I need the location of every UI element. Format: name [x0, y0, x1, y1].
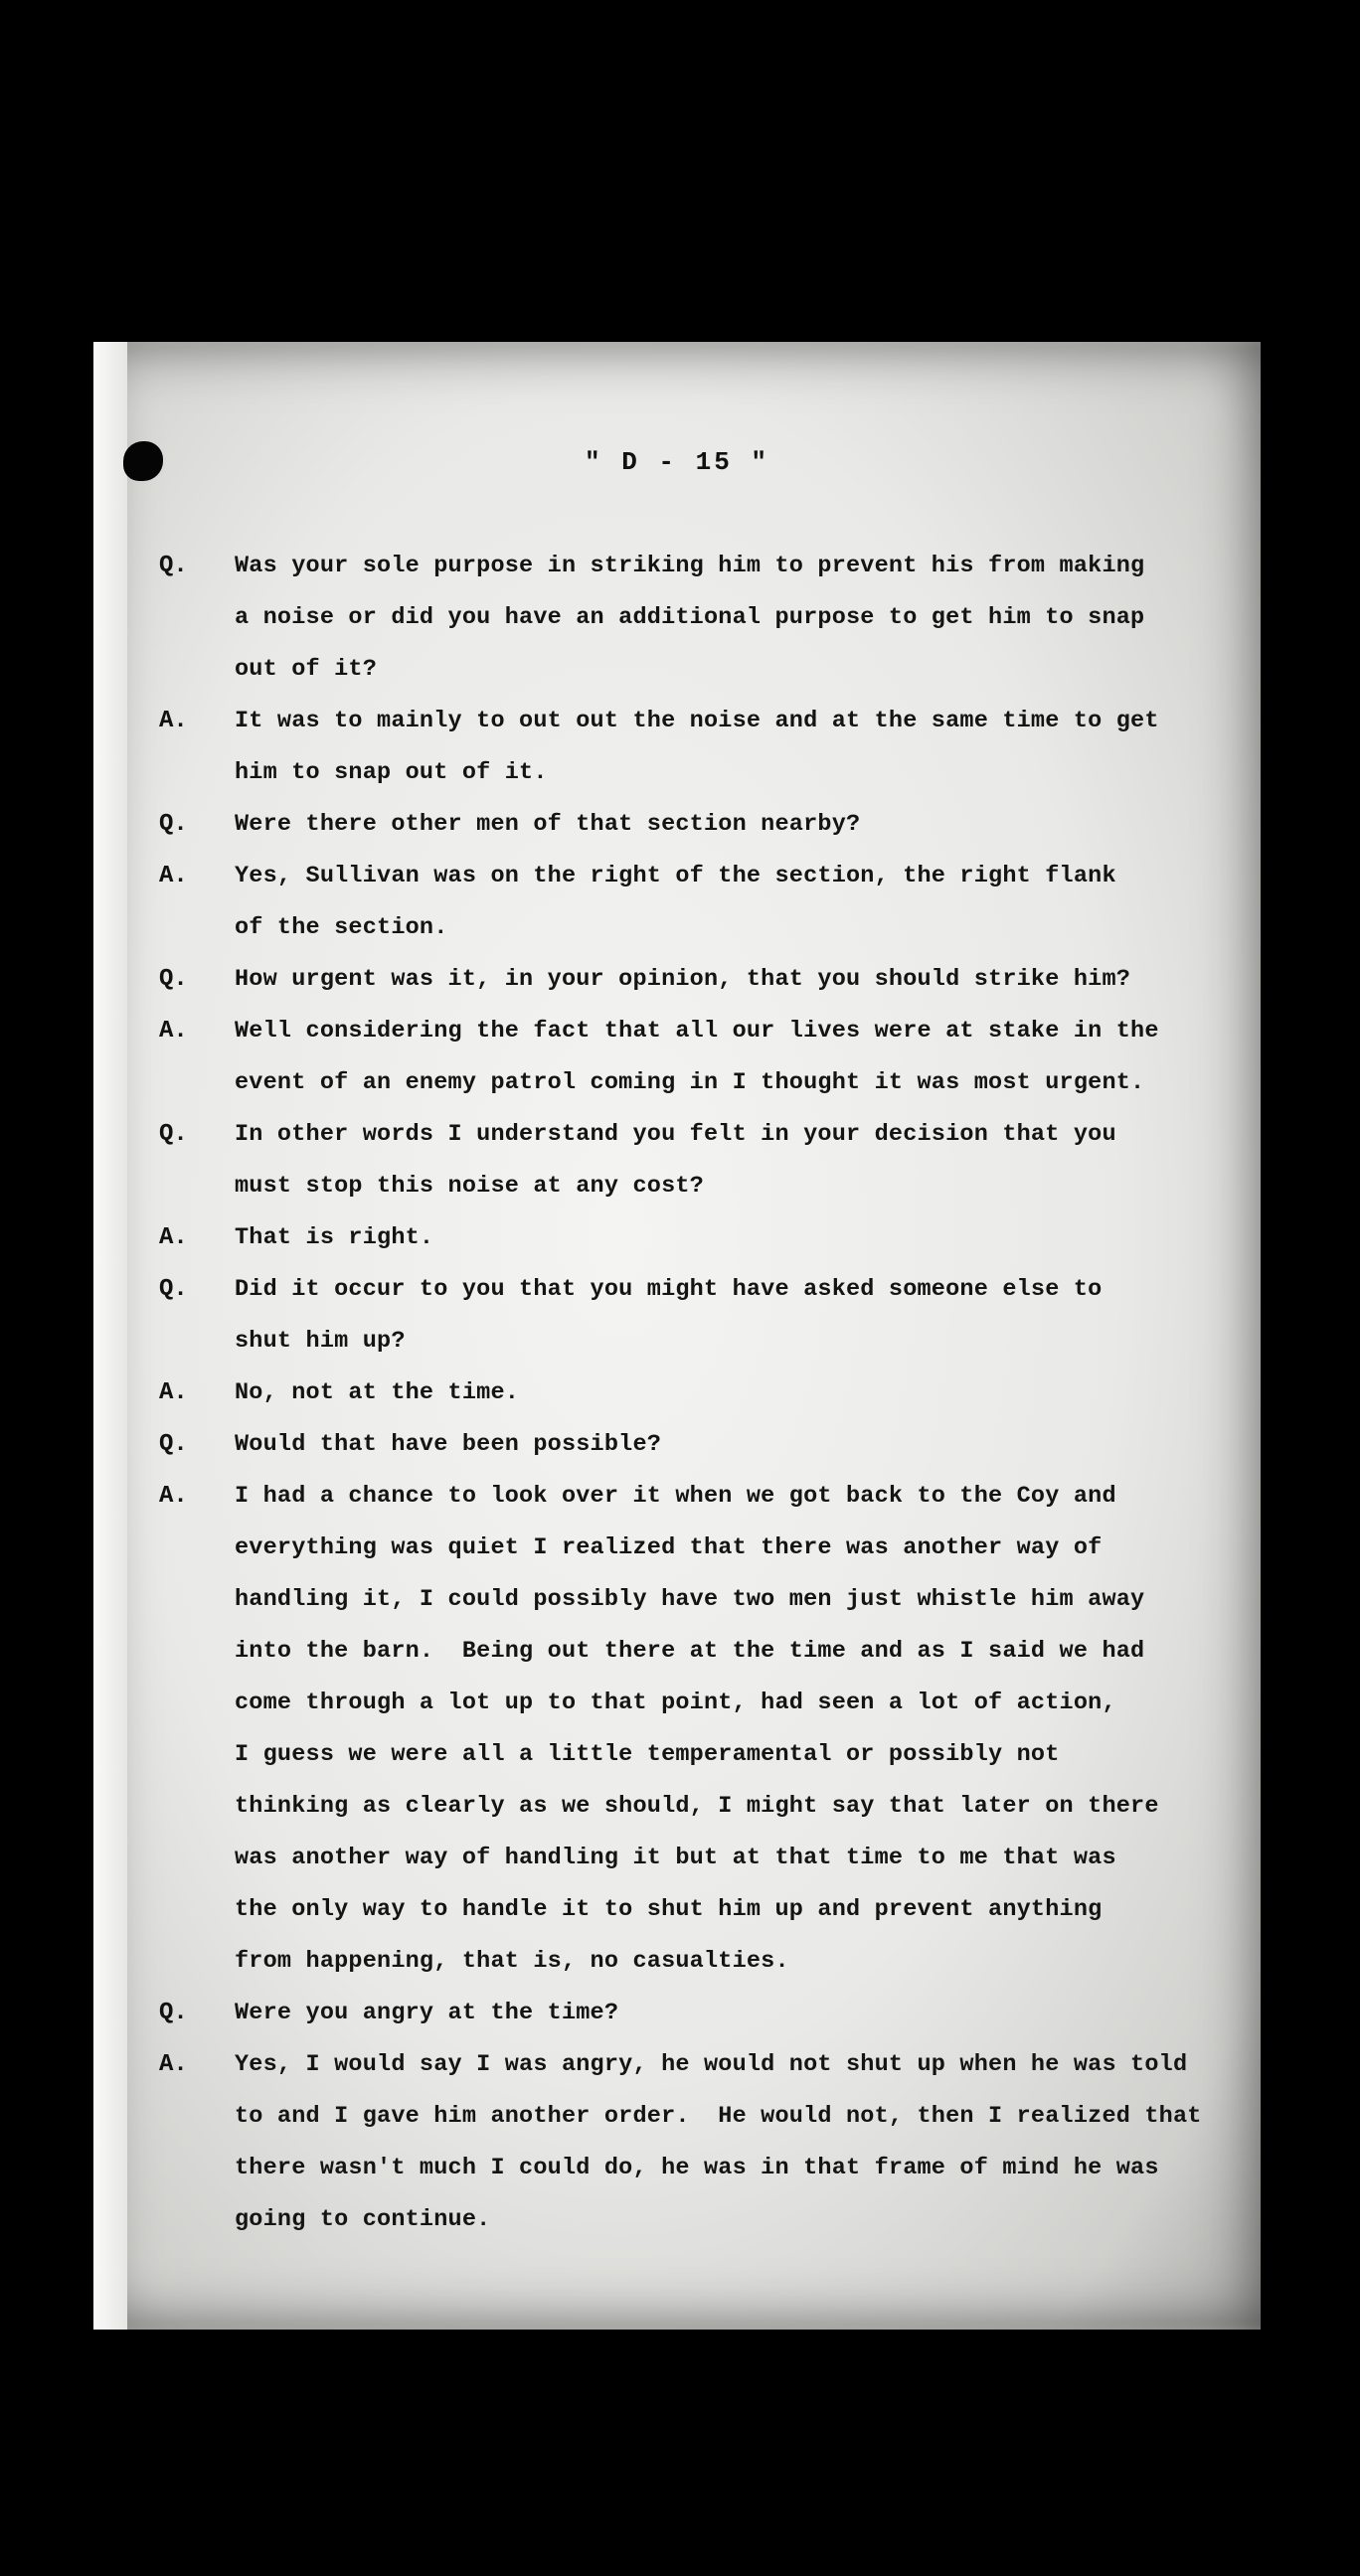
- speaker-label: Q.: [159, 553, 188, 579]
- speaker-label: A.: [159, 2051, 188, 2078]
- testimony-text: [235, 1264, 1253, 1368]
- question-entry: [159, 1109, 1253, 1212]
- text-line: Well considering the fact that all our lives were at stake in the: [235, 1018, 1159, 1045]
- testimony-text: [235, 696, 1253, 799]
- text-line: everything was quiet I realized that there was another way of: [235, 1534, 1103, 1561]
- text-line: How urgent was it, in your opinion, that you should strike him?: [235, 966, 1131, 993]
- testimony-text: [235, 1988, 1253, 2039]
- text-line: thinking as clearly as we should, I might say that later on there: [235, 1793, 1159, 1820]
- answer-entry: [159, 1212, 1253, 1264]
- speaker-label: A.: [159, 1483, 188, 1510]
- answer-entry: [159, 1006, 1253, 1109]
- testimony-text: [235, 1212, 1253, 1264]
- page-left-edge: [93, 342, 127, 2330]
- question-entry: [159, 1264, 1253, 1368]
- speaker-label: Q.: [159, 966, 188, 993]
- speaker-label: A.: [159, 1018, 188, 1045]
- document-page: [93, 342, 1261, 2330]
- text-line: the only way to handle it to shut him up and prevent anything: [235, 1896, 1103, 1923]
- testimony-transcript: [159, 541, 1253, 2246]
- question-entry: [159, 541, 1253, 696]
- text-line: from happening, that is, no casualties.: [235, 1948, 789, 1975]
- speaker-label: Q.: [159, 2000, 188, 2026]
- question-entry: [159, 954, 1253, 1006]
- text-line: It was to mainly to out out the noise and at the same time to get: [235, 708, 1159, 734]
- text-line: was another way of handling it but at that time to me that was: [235, 1845, 1116, 1871]
- answer-entry: [159, 1368, 1253, 1419]
- speaker-label: A.: [159, 863, 188, 889]
- testimony-text: [235, 1109, 1253, 1212]
- testimony-text: [235, 2039, 1253, 2246]
- testimony-text: [235, 1006, 1253, 1109]
- answer-entry: [159, 696, 1253, 799]
- testimony-text: [235, 851, 1253, 954]
- text-line: going to continue.: [235, 2206, 491, 2233]
- text-line: handling it, I could possibly have two men just whistle him away: [235, 1586, 1145, 1613]
- text-line: I guess we were all a little temperamental or possibly not: [235, 1741, 1060, 1768]
- speaker-label: A.: [159, 708, 188, 734]
- text-line: Yes, Sullivan was on the right of the section, the right flank: [235, 863, 1116, 889]
- text-line: event of an enemy patrol coming in I thought it was most urgent.: [235, 1069, 1145, 1096]
- text-line: That is right.: [235, 1224, 434, 1251]
- speaker-label: A.: [159, 1224, 188, 1251]
- text-line: Was your sole purpose in striking him to prevent his from making: [235, 553, 1145, 579]
- question-entry: [159, 1988, 1253, 2039]
- speaker-label: A.: [159, 1379, 188, 1406]
- speaker-label: Q.: [159, 1121, 188, 1148]
- question-entry: [159, 1419, 1253, 1471]
- speaker-label: Q.: [159, 1431, 188, 1458]
- testimony-text: [235, 1471, 1253, 1988]
- text-line: there wasn't much I could do, he was in that frame of mind he was: [235, 2155, 1159, 2181]
- text-line: into the barn. Being out there at the time and as I said we had: [235, 1638, 1145, 1665]
- testimony-text: [235, 1368, 1253, 1419]
- text-line: I had a chance to look over it when we got back to the Coy and: [235, 1483, 1116, 1510]
- text-line: Were you angry at the time?: [235, 2000, 619, 2026]
- question-entry: [159, 799, 1253, 851]
- text-line: out of it?: [235, 656, 378, 683]
- text-line: No, not at the time.: [235, 1379, 520, 1406]
- speaker-label: Q.: [159, 811, 188, 838]
- text-line: must stop this noise at any cost?: [235, 1173, 704, 1200]
- answer-entry: [159, 1471, 1253, 1988]
- text-line: In other words I understand you felt in your decision that you: [235, 1121, 1116, 1148]
- testimony-text: [235, 799, 1253, 851]
- text-line: to and I gave him another order. He would not, then I realized that: [235, 2103, 1202, 2130]
- text-line: him to snap out of it.: [235, 759, 548, 786]
- speaker-label: Q.: [159, 1276, 188, 1303]
- text-line: Would that have been possible?: [235, 1431, 662, 1458]
- answer-entry: [159, 851, 1253, 954]
- text-line: Were there other men of that section nearby?: [235, 811, 861, 838]
- testimony-text: [235, 1419, 1253, 1471]
- text-line: come through a lot up to that point, had seen a lot of action,: [235, 1690, 1116, 1716]
- answer-entry: [159, 2039, 1253, 2246]
- text-line: Did it occur to you that you might have asked someone else to: [235, 1276, 1103, 1303]
- testimony-text: [235, 541, 1253, 696]
- text-line: a noise or did you have an additional purpose to get him to snap: [235, 604, 1145, 631]
- text-line: Yes, I would say I was angry, he would not shut up when he was told: [235, 2051, 1188, 2078]
- text-line: of the section.: [235, 914, 448, 941]
- page-number-header: " D - 15 ": [584, 447, 770, 477]
- text-line: shut him up?: [235, 1328, 406, 1355]
- testimony-text: [235, 954, 1253, 1006]
